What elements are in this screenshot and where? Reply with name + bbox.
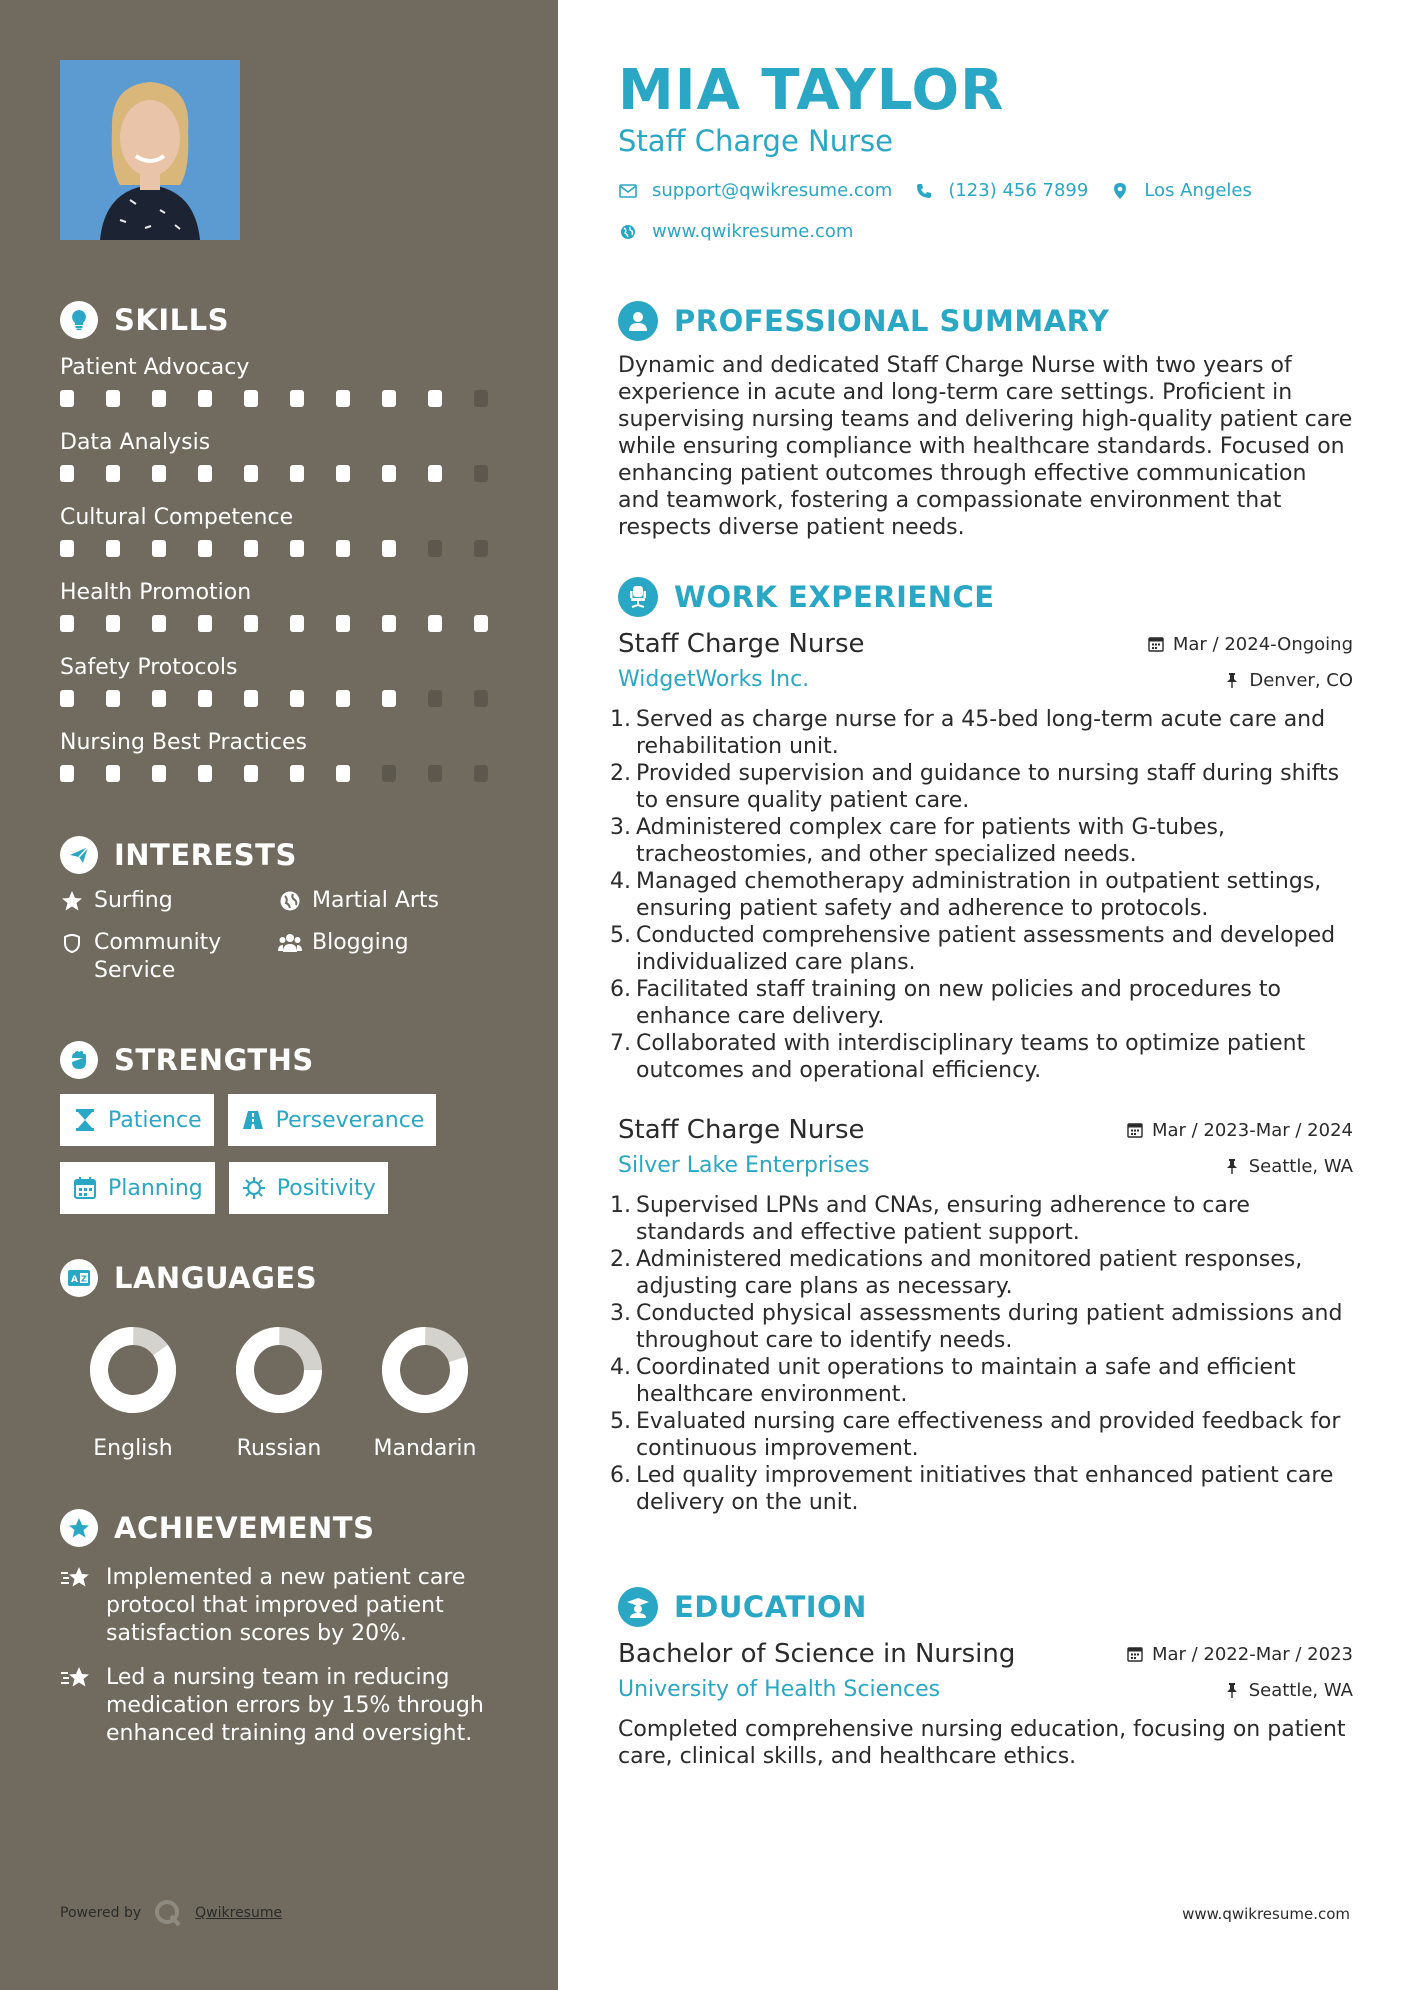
job-bullet [610,1246,1353,1300]
rating-dot-filled [152,390,166,407]
rating-dot-filled [474,615,488,632]
languages-heading [60,1258,520,1298]
calendar-icon [1147,635,1165,653]
rating-dot-filled [60,690,74,707]
rating-dot-empty [428,540,442,557]
phone-text: (123) 456 7899 [948,180,1089,201]
skill-rating [60,611,520,635]
website-text: www.qwikresume.com [652,221,854,242]
interest-label: Blogging [312,930,409,955]
achievement-item [60,1664,520,1748]
education-dates-text: Mar / 2022-Mar / 2023 [1151,1643,1353,1665]
rating-dot-filled [152,615,166,632]
rating-dot-filled [290,690,304,707]
rating-dot-filled [106,690,120,707]
rating-dot-empty [428,690,442,707]
star-badge-icon [60,1509,98,1547]
sidebar [0,0,558,1990]
contact-phone[interactable] [914,180,1088,201]
skills-heading [60,300,520,340]
skill-name: Nursing Best Practices [60,730,307,755]
rating-dot-filled [152,540,166,557]
rating-dot-filled [152,765,166,782]
experience-heading-text: WORK EXPERIENCE [674,580,995,614]
rating-dot-empty [474,690,488,707]
email-text: support@qwikresume.com [652,180,893,201]
pushpin-icon [1223,1157,1241,1175]
strength-label: Perseverance [275,1107,425,1133]
job-dates [1147,626,1353,662]
interest-item [278,887,508,915]
bullet-text: Coordinated unit operations to maintain a safe and efficient healthcare environment. [636,1355,1296,1407]
rating-dot-filled [336,615,350,632]
job-location [1223,662,1353,698]
language-name: English [93,1436,173,1461]
skill-rating [60,686,520,710]
rating-dot-filled [198,390,212,407]
powered-by [60,1898,282,1928]
skill-item [60,500,520,575]
strength-badge [229,1162,388,1214]
language-item [206,1326,352,1461]
interest-item [60,887,278,915]
interest-item [278,929,508,985]
languages-heading-text: LANGUAGES [114,1261,318,1295]
job-dates-text: Mar / 2023-Mar / 2024 [1151,1119,1353,1141]
rating-dot-filled [198,465,212,482]
rating-dot-filled [60,390,74,407]
rating-dot-filled [290,465,304,482]
bullet-text: Administered medications and monitored patient responses, adjusting care plans as necessary. [636,1247,1303,1299]
strength-label: Positivity [276,1175,376,1201]
education-heading [618,1586,1353,1628]
rating-dot-filled [382,615,396,632]
rating-dot-filled [336,390,350,407]
rating-dot-empty [474,765,488,782]
education-location-text: Seattle, WA [1248,1679,1353,1701]
skill-name: Safety Protocols [60,655,238,680]
fist-icon [60,1041,98,1079]
interests-heading-text: INTERESTS [114,838,297,872]
job-bullet [610,868,1353,922]
bullet-number: 5. [610,923,631,948]
footer-url[interactable]: www.qwikresume.com [1182,1905,1350,1923]
rating-dot-empty [474,390,488,407]
education-section [618,1586,1353,1770]
interests-heading [60,835,520,875]
experience-section [610,576,1353,1516]
graduate-icon [618,1587,658,1627]
interest-label: Community Service [94,930,222,983]
rating-dot-filled [290,765,304,782]
rating-dot-filled [106,765,120,782]
rating-dot-filled [244,690,258,707]
rating-dot-filled [198,615,212,632]
rating-dot-filled [290,540,304,557]
rating-dot-filled [382,540,396,557]
job-bullet [610,1408,1353,1462]
rating-dot-filled [428,390,442,407]
calendar-icon [1126,1645,1144,1663]
strength-label: Patience [108,1107,202,1133]
contact-email[interactable] [618,180,892,201]
rating-dot-filled [382,690,396,707]
bullet-text: Led quality improvement initiatives that enhanced patient care delivery on the unit. [636,1463,1334,1515]
phone-icon [914,181,934,201]
rating-dot-filled [106,390,120,407]
job-bullet [610,814,1353,868]
job-location-text: Denver, CO [1249,669,1353,691]
svg-text:Z: Z [81,1274,87,1284]
job-location [1223,1148,1353,1184]
rating-dot-filled [244,465,258,482]
main-content [558,0,1407,1990]
summary-heading [618,300,1353,342]
skill-name: Patient Advocacy [60,355,250,380]
candidate-name: MIA TAYLOR [618,58,1005,123]
paper-plane-icon [60,836,98,874]
skill-rating [60,386,520,410]
interests-section [60,835,520,985]
contact-location [1110,180,1252,201]
skill-item [60,575,520,650]
job-bullet [610,1030,1353,1084]
achievement-item [60,1564,520,1648]
bullet-number: 1. [610,1193,631,1218]
achievements-heading-text: ACHIEVEMENTS [114,1511,375,1545]
users-icon [278,929,302,957]
education-degree: Bachelor of Science in Nursing [618,1639,1016,1669]
achievements-section [60,1508,520,1748]
strength-badge [60,1094,214,1146]
rating-dot-filled [152,465,166,482]
bullet-text: Supervised LPNs and CNAs, ensuring adherence to care standards and effective patient support. [636,1193,1250,1245]
contact-website[interactable] [618,221,853,242]
education-description: Completed comprehensive nursing education, focusing on patient care, clinical skills, and healthcare ethics. [618,1717,1346,1769]
rating-dot-filled [60,615,74,632]
achievement-text: Led a nursing team in reducing medication errors by 15% through enhanced training and oversight. [106,1665,484,1746]
job-bullets [610,706,1353,1084]
job-location-text: Seattle, WA [1248,1155,1353,1177]
achievements-heading [60,1508,520,1548]
map-pin-icon [1110,181,1130,201]
skill-rating [60,461,520,485]
rating-dot-filled [382,465,396,482]
strengths-heading-text: STRENGTHS [114,1043,314,1077]
job-bullet [610,1300,1353,1354]
rating-dot-filled [336,765,350,782]
summary-text: Dynamic and dedicated Staff Charge Nurse with two years of experience in acute and long-term care settings. Proficient in supervising nursing teams and delivering high-quality patient care while ensuring compliance with healthcare standards. Focused on enhancing patient outcomes through effective communication and teamwork, fostering a compassionate environment that respects diverse patient needs. [618,353,1353,540]
rating-dot-empty [474,465,488,482]
bullet-number: 4. [610,869,631,894]
bullet-number: 6. [610,977,631,1002]
profile-photo [60,60,240,240]
skills-section [60,300,520,800]
job-bullet [610,760,1353,814]
summary-section [618,300,1353,541]
language-name: Mandarin [373,1436,477,1461]
languages-section [60,1258,520,1461]
rating-dot-filled [290,390,304,407]
education-dates [1126,1636,1353,1672]
rating-dot-filled [336,465,350,482]
bullet-number: 3. [610,815,631,840]
rating-dot-filled [244,540,258,557]
hourglass-icon [72,1107,98,1133]
skill-item [60,350,520,425]
bullet-text: Conducted comprehensive patient assessments and developed individualized care plans. [636,923,1336,975]
strengths-section [60,1040,520,1230]
contact-row-2 [618,221,875,242]
shooting-star-icon [60,1564,92,1592]
skill-rating [60,761,520,785]
skill-name: Data Analysis [60,430,211,455]
globe-icon [278,887,302,915]
rating-dot-filled [60,540,74,557]
summary-heading-text: PROFESSIONAL SUMMARY [674,304,1110,338]
user-icon [618,301,658,341]
job-company: Silver Lake Enterprises [618,1153,870,1178]
svg-text:A: A [71,1275,78,1285]
strengths-heading [60,1040,520,1080]
candidate-role: Staff Charge Nurse [618,124,893,158]
bullet-text: Served as charge nurse for a 45-bed long-term acute care and rehabilitation unit. [636,707,1326,759]
bullet-text: Managed chemotherapy administration in outpatient settings, ensuring patient safety and adherence to protocols. [636,869,1322,921]
rating-dot-filled [106,615,120,632]
rating-dot-empty [474,540,488,557]
skill-item [60,725,520,800]
education-heading-text: EDUCATION [674,1590,867,1624]
powered-by-text: Powered by [60,1905,142,1921]
rating-dot-filled [198,765,212,782]
bullet-text: Conducted physical assessments during patient admissions and throughout care to identify needs. [636,1301,1343,1353]
job-entry [610,1112,1353,1516]
rating-dot-filled [106,540,120,557]
language-item [352,1326,498,1461]
strengths-list [60,1094,520,1214]
pushpin-icon [1223,1681,1241,1699]
qwikresume-link[interactable]: Qwikresume [195,1905,283,1921]
skill-item [60,650,520,725]
translate-icon [60,1259,98,1297]
pushpin-icon [1223,671,1241,689]
profile-photo-image [60,60,240,240]
rating-dot-empty [428,765,442,782]
education-location [1223,1672,1353,1708]
rating-dot-filled [60,465,74,482]
strength-badge [60,1162,215,1214]
rating-dot-filled [428,615,442,632]
envelope-icon [618,181,638,201]
job-bullet [610,706,1353,760]
rating-dot-empty [382,765,396,782]
job-entry [610,626,1353,1084]
bullet-number: 4. [610,1355,631,1380]
strength-badge [228,1094,437,1146]
interest-label: Surfing [94,888,173,913]
experience-heading [618,576,1353,618]
qwikresume-logo-icon [153,1898,183,1928]
sun-icon [241,1175,267,1201]
rating-dot-filled [244,390,258,407]
rating-dot-filled [106,465,120,482]
heart-hands-icon [60,929,84,957]
lightbulb-icon [60,301,98,339]
bullet-number: 1. [610,707,631,732]
bullet-number: 6. [610,1463,631,1488]
star-icon [60,887,84,915]
bullet-text: Facilitated staff training on new policies and procedures to enhance care delivery. [636,977,1281,1029]
job-bullet [610,1462,1353,1516]
language-level-ring [89,1326,177,1414]
job-title: Staff Charge Nurse [618,1115,865,1145]
education-entry [618,1636,1353,1770]
language-level-ring [381,1326,469,1414]
interests-list [60,887,520,985]
rating-dot-filled [428,465,442,482]
job-company: WidgetWorks Inc. [618,667,810,692]
skill-rating [60,536,520,560]
bullet-text: Collaborated with interdisciplinary teams to optimize patient outcomes and operational efficiency. [636,1031,1306,1083]
job-bullet [610,1192,1353,1246]
language-ring-fill [89,1326,177,1414]
bullet-number: 5. [610,1409,631,1434]
language-item [60,1326,206,1461]
road-icon [240,1107,266,1133]
bullet-text: Provided supervision and guidance to nursing staff during shifts to ensure quality patient care. [636,761,1340,813]
shooting-star-icon [60,1664,92,1692]
bullet-text: Administered complex care for patients with G-tubes, tracheostomies, and other specialized needs. [636,815,1225,867]
interest-label: Martial Arts [312,888,440,913]
job-dates-text: Mar / 2024-Ongoing [1172,633,1353,655]
rating-dot-filled [60,765,74,782]
bullet-number: 2. [610,761,631,786]
skill-name: Cultural Competence [60,505,294,530]
job-bullets [610,1192,1353,1516]
skill-item [60,425,520,500]
rating-dot-filled [244,615,258,632]
rating-dot-filled [152,690,166,707]
rating-dot-filled [244,765,258,782]
achievement-text: Implemented a new patient care protocol that improved patient satisfaction scores by 20%. [106,1565,466,1646]
language-name: Russian [236,1436,322,1461]
languages-list [60,1326,520,1461]
rating-dot-filled [336,540,350,557]
rating-dot-filled [198,540,212,557]
job-dates [1126,1112,1353,1148]
contact-row [618,180,1274,201]
calendar-icon [1126,1121,1144,1139]
location-text: Los Angeles [1144,180,1252,201]
rating-dot-filled [336,690,350,707]
job-bullet [610,976,1353,1030]
globe-icon [618,222,638,242]
bullet-number: 3. [610,1301,631,1326]
education-school: University of Health Sciences [618,1677,941,1702]
bullet-text: Evaluated nursing care effectiveness and provided feedback for continuous improvement. [636,1409,1341,1461]
skill-name: Health Promotion [60,580,252,605]
interest-item [60,929,278,985]
job-bullet [610,1354,1353,1408]
rating-dot-filled [290,615,304,632]
rating-dot-filled [198,690,212,707]
job-bullet [610,922,1353,976]
skills-list [60,350,520,800]
skills-heading-text: SKILLS [114,303,229,337]
language-level-ring [235,1326,323,1414]
job-title: Staff Charge Nurse [618,629,865,659]
rating-dot-filled [382,390,396,407]
bullet-number: 2. [610,1247,631,1272]
office-chair-icon [618,577,658,617]
calendar-icon [72,1175,98,1201]
bullet-number: 7. [610,1031,631,1056]
strength-label: Planning [108,1175,203,1201]
